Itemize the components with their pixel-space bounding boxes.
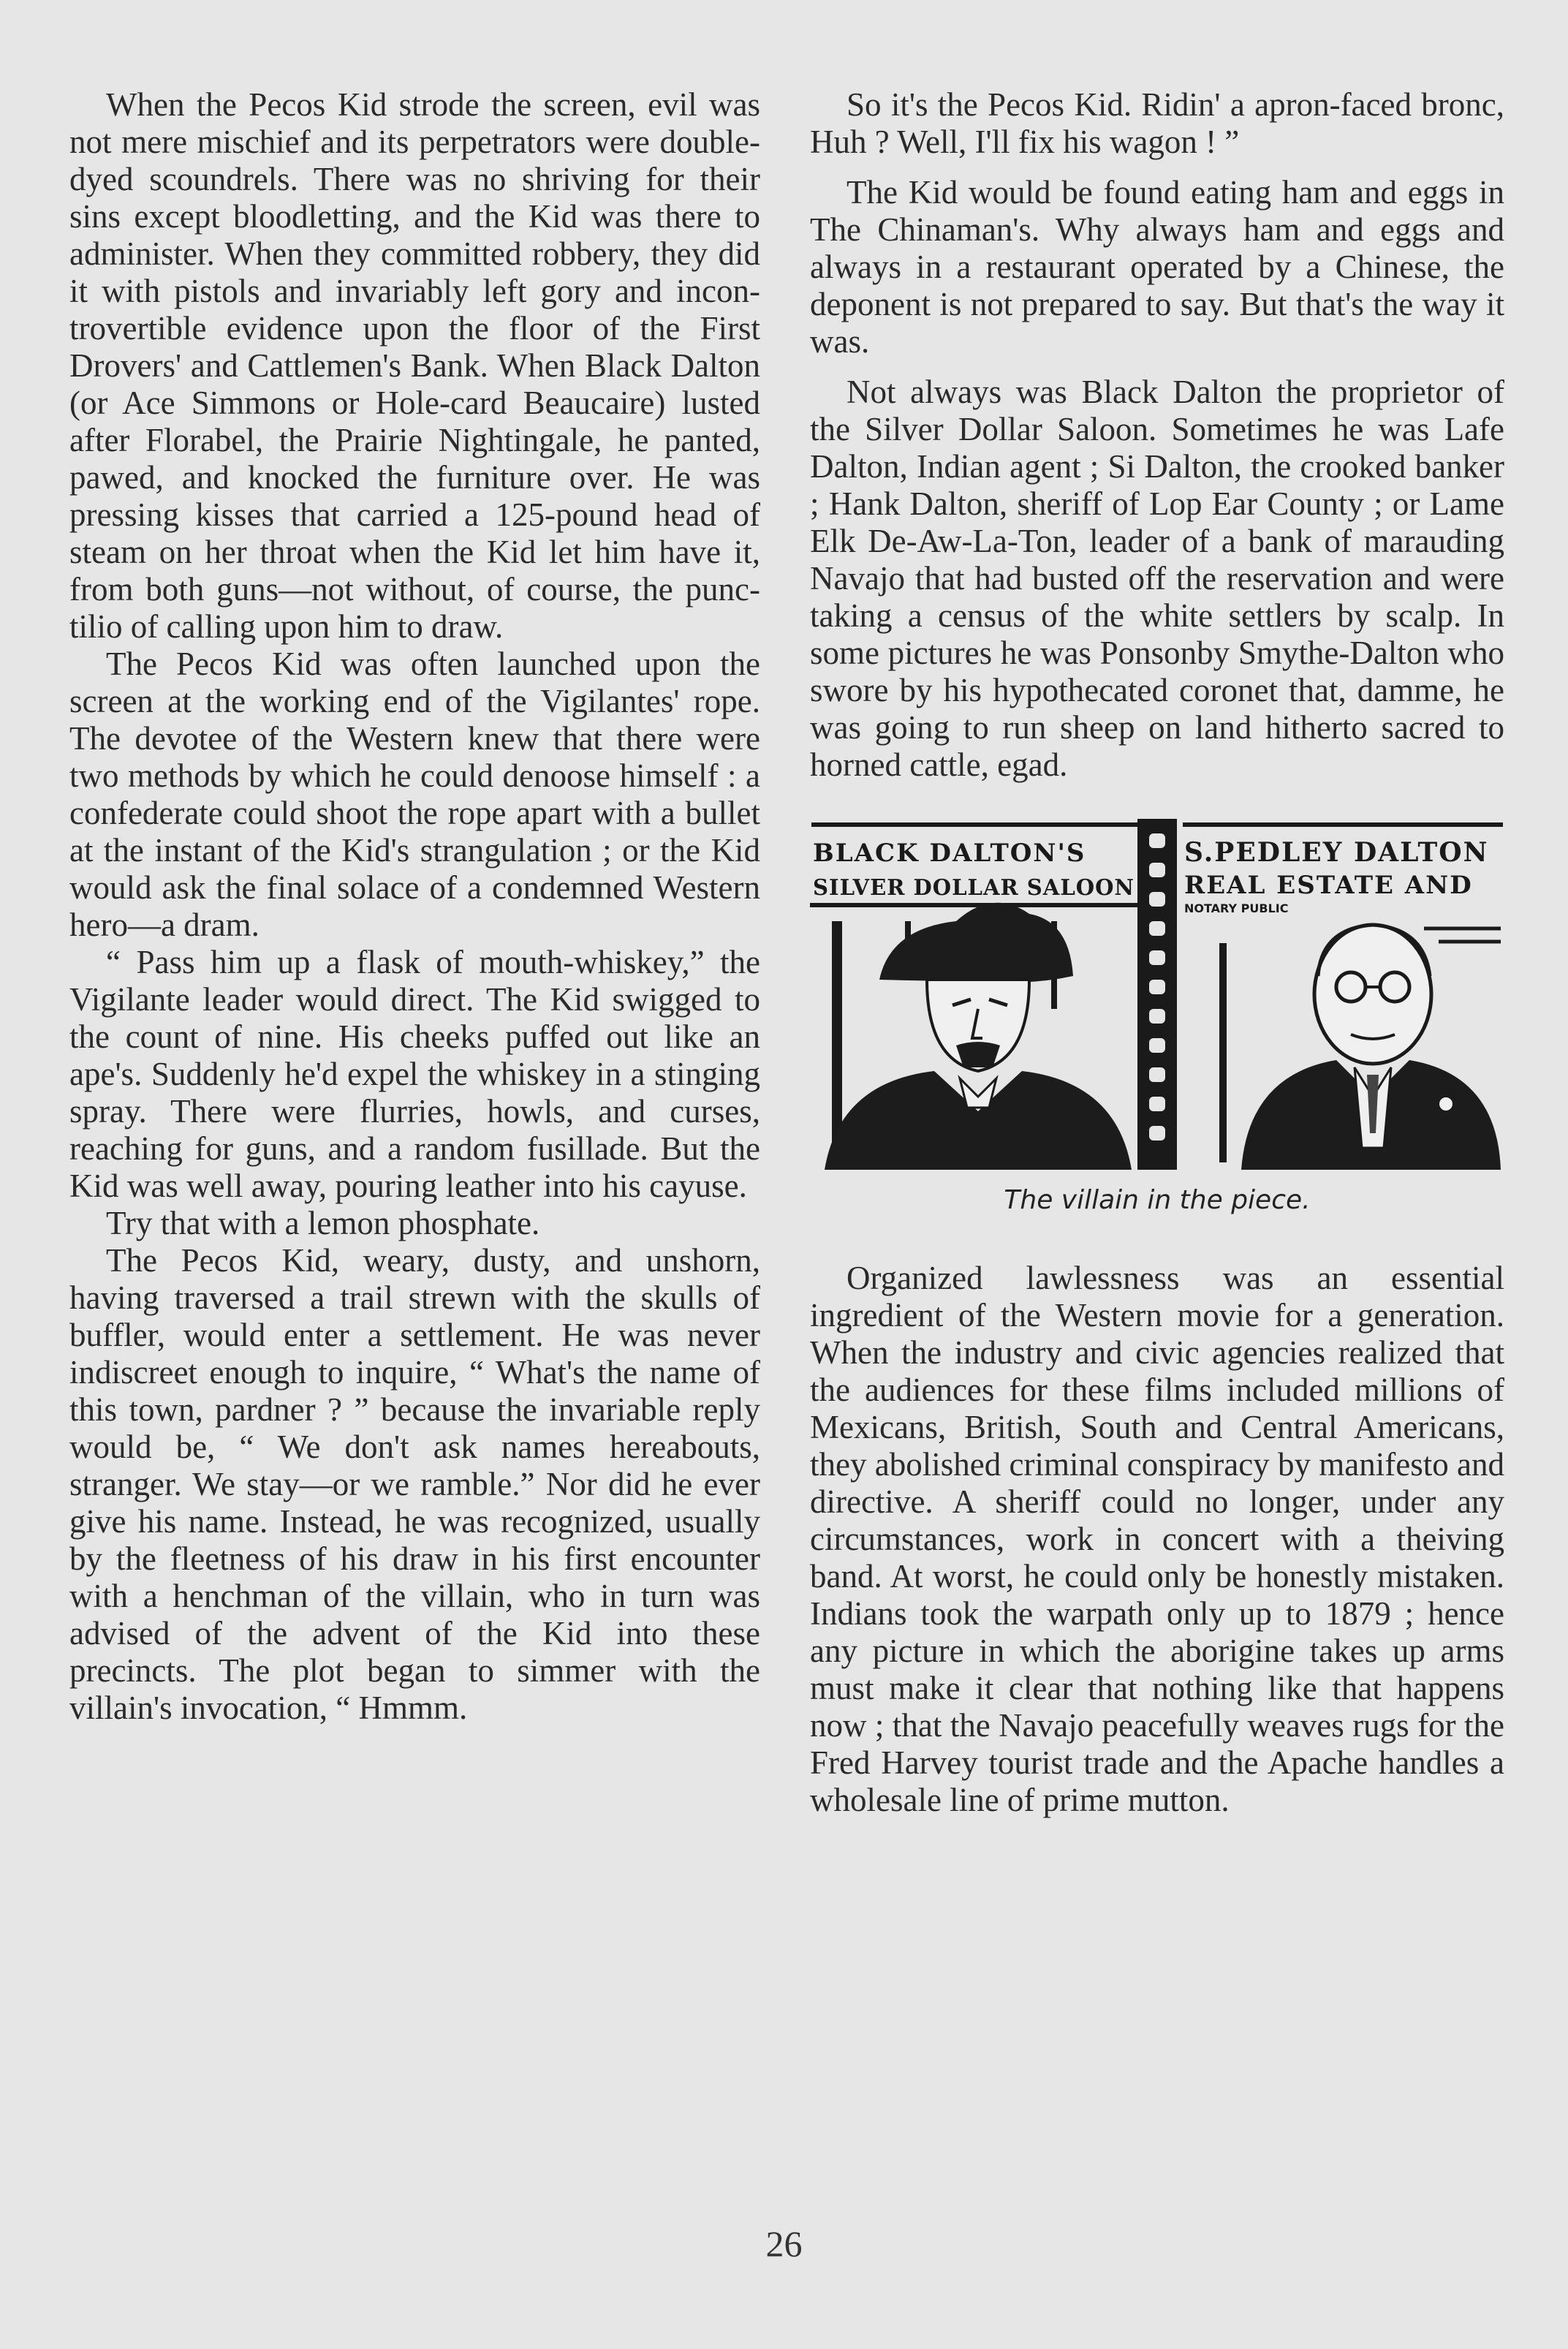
paragraph: The Pecos Kid was often launched upon the screen at the working end of the Vigilantes' rope. The devotee of the Western knew that there were two methods by which he could denoose himself : a confederate could shoot the rope apart with a bullet at the instant of the Kid's strangulation ; or the Kid would ask the final solace of a condemned Western hero—a dram. xyxy=(69,646,760,943)
right-sign-text-line1: S.PEDLEY DALTON xyxy=(1184,837,1489,868)
right-column xyxy=(810,86,1504,1819)
realtor-head xyxy=(1314,925,1431,1064)
paragraph: When the Pecos Kid strode the screen, evil was not mere mischief and its perpetrators were double-dyed scoundrels. There was no shriving for their sins except bloodletting, and the Kid was there to administer. When they committed robbery, they did it with pistols and invariably left gory and incontrovertible evidence upon the floor of the First Drovers' and Cattlemen's Bank. When Black Dalton (or Ace Simmons or Hole-card Beaucaire) lusted after Florabel, the Prairie Nightingale, he panted, pawed, and knocked the furniture over. He was pressing kisses that carried a 125-pound head of steam on her throat when the Kid let him have it, from both guns—not without, of course, the punctilio of calling upon him to draw. xyxy=(69,86,760,645)
paragraph: “ Pass him up a flask of mouth-whiskey,” the Vigilante leader would direct. The Kid swigged to the count of nine. His cheeks puffed out like an ape's. Suddenly he'd expel the whiskey in a stinging spray. There were flurries, howls, and curses, reaching for guns, and a random fusillade. But the Kid was well away, pouring leather into his cayuse. xyxy=(69,944,760,1204)
doorframe-post xyxy=(1219,943,1227,1162)
right-sign-text-line3: NOTARY PUBLIC xyxy=(1184,901,1289,915)
villain-cartoon-illustration xyxy=(810,819,1504,1170)
lapel-flower xyxy=(1439,1097,1453,1111)
paragraph: Not always was Black Dalton the proprietor of the Silver Dollar Saloon. Sometimes he was Lafe Dalton, Indian agent ; Si Dalton, the crooked banker ; Hank Dalton, sheriff of Lop Ear County ; or Lame Elk De-Aw-La-Ton, leader of a bank of marauding Navajo that had busted off the reservation and were taking a census of the white settlers by scalp. In some pictures he was Ponsonby Smythe-Dalton who swore by his hypothecated coronet that, damme, he was going to run sheep on land hitherto sacred to horned cattle, egad. xyxy=(810,374,1504,783)
paragraph: Organized lawlessness was an essential ingredient of the Western movie for a generation. When the industry and civic agencies realized that the audiences for these films included millions of Mexicans, British, South and Central Americans, they abolished criminal conspiracy by manifesto and directive. A sheriff could no longer, under any circumstances, work in concert with a theiving band. At worst, he could only be honestly mistaken. Indians took the warpath only up to 1879 ; hence any picture in which the aborigine takes up arms must make it clear that nothing like that happens now ; that the Navajo peacefully weaves rugs for the Fred Harvey tourist trade and the Apache handles a wholesale line of prime mutton. xyxy=(810,1260,1504,1818)
left-column xyxy=(69,86,760,1727)
page-number: 26 xyxy=(765,2223,803,2264)
paragraph: Try that with a lemon phosphate. xyxy=(106,1205,540,1241)
left-sign-text-line2: SILVER DOLLAR SALOON xyxy=(813,875,1135,901)
left-sign-text-line1: BLACK DALTON'S xyxy=(813,839,1086,868)
paragraph: The Kid would be found eating ham and eggs in The Chinaman's. Why always ham and eggs and always in a restaurant operated by a Chinese, the deponent is not prepared to say. But that's the way it was. xyxy=(810,174,1504,360)
villain-mustache xyxy=(956,1042,1000,1067)
paragraph: So it's the Pecos Kid. Ridin' a apron-faced bronc, Huh ? Well, I'll fix his wagon ! ” xyxy=(810,86,1504,160)
villain-illustration-figure xyxy=(810,819,1504,1219)
paragraph: The Pecos Kid, weary, dusty, and unshorn, having traversed a trail strewn with the skulls of buffler, would enter a settlement. He was never indiscreet enough to inquire, “ What's the name of this town, pardner ? ” because the invariable reply would be, “ We don't ask names hereabouts, stranger. We stay—or we ramble.” Nor did he ever give his name. Instead, he was recognized, usually by the fleetness of his draw in his first encounter with a henchman of the villain, who in turn was advised of the advent of the Kid into these precincts. The plot began to simmer with the villain's invocation, “ Hmmm. xyxy=(69,1242,760,1726)
figure-caption: The villain in the piece. xyxy=(1004,1185,1311,1215)
right-sign-text-line2: REAL ESTATE AND xyxy=(1184,871,1473,900)
